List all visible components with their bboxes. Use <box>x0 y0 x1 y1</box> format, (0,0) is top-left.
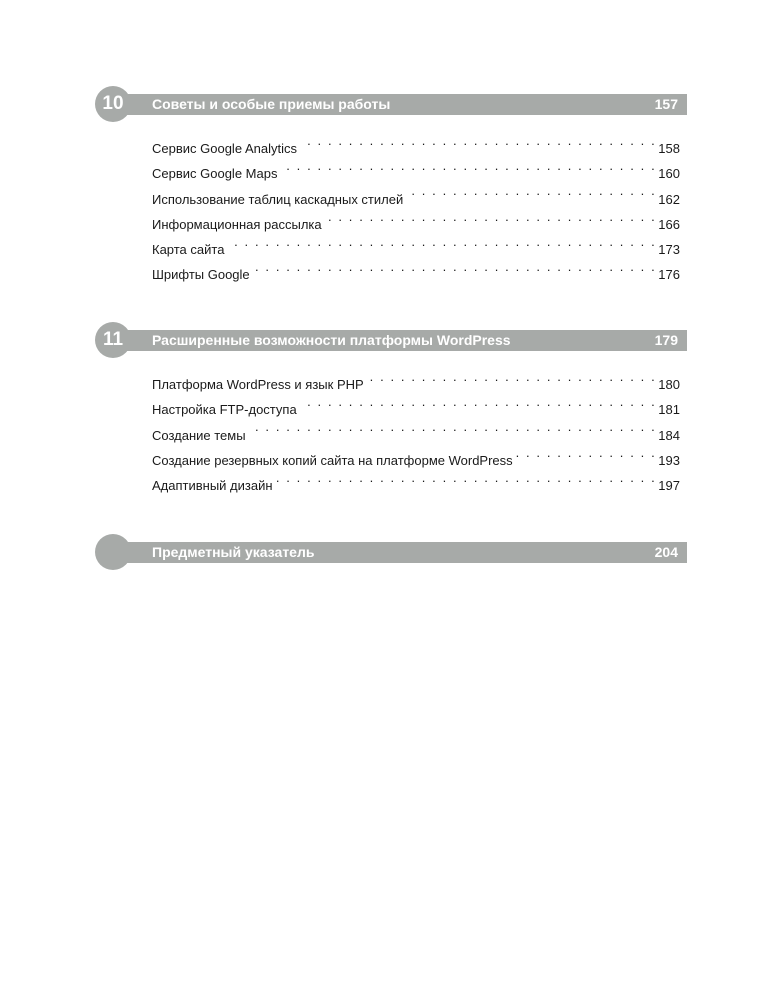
dot-leader <box>280 153 656 178</box>
chapter-page-number: 204 <box>654 544 678 560</box>
dot-leader <box>300 128 656 153</box>
dot-leader <box>253 254 657 279</box>
dot-leader <box>516 440 657 465</box>
toc-entry-label: Настройка FTP-доступа <box>152 402 297 418</box>
chapter-title: Предметный указатель <box>152 544 315 560</box>
chapter-header <box>95 534 687 570</box>
toc-entry-page: 160 <box>658 166 680 182</box>
toc-entry-page: 193 <box>658 452 680 468</box>
toc-entry-page: 162 <box>658 191 680 207</box>
toc-entry-list <box>95 128 687 283</box>
chapter-page-number: 179 <box>654 332 678 348</box>
toc-entry-label: Использование таблиц каскадных стилей <box>152 191 404 207</box>
toc-entry-label: Сервис Google Analytics <box>152 141 297 157</box>
toc-entry-label: Информационная рассылка <box>152 216 322 232</box>
dot-leader <box>325 204 657 229</box>
toc-entry-page: 197 <box>658 477 680 493</box>
toc-entry-label: Создание резервных копий сайта на платформе WordPress <box>152 452 513 468</box>
toc-entry-page: 181 <box>658 402 680 418</box>
dot-leader <box>276 465 657 490</box>
dot-leader <box>367 364 657 389</box>
toc-entry-page: 166 <box>658 216 680 232</box>
toc-entry-label: Карта сайта <box>152 241 225 257</box>
toc-entry-page: 158 <box>658 141 680 157</box>
toc-entry-label: Сервис Google Maps <box>152 166 278 182</box>
toc-entry-label: Создание темы <box>152 427 246 443</box>
dot-leader <box>300 389 657 414</box>
toc-entry-label: Платформа WordPress и язык PHP <box>152 377 364 393</box>
chapter-title: Советы и особые приемы работы <box>152 96 391 112</box>
toc-entry <box>152 229 680 257</box>
toc-entry-page: 184 <box>658 427 680 443</box>
toc-entry-page: 173 <box>658 241 680 257</box>
dot-leader <box>227 229 656 254</box>
chapter-header <box>95 322 687 358</box>
chapter-number-badge <box>95 322 131 358</box>
toc-entry-page: 176 <box>658 267 680 283</box>
toc-entry-page: 180 <box>658 377 680 393</box>
chapter-11 <box>95 322 687 493</box>
chapter-page-number: 157 <box>654 96 678 112</box>
toc-entry <box>152 364 680 393</box>
chapter-number-badge <box>95 534 131 570</box>
chapter-number: 11 <box>102 329 124 350</box>
chapter-title: Расширенные возможности платформы WordPress <box>152 332 511 348</box>
toc-entry <box>152 128 680 157</box>
dot-leader <box>406 178 656 203</box>
chapter-header <box>95 86 687 122</box>
chapter-10 <box>95 86 687 283</box>
toc-entry-list <box>95 364 687 493</box>
index-section <box>95 534 687 570</box>
dot-leader <box>249 414 657 439</box>
toc-entry <box>152 254 680 283</box>
chapter-number: 10 <box>102 93 124 114</box>
toc-entry-label: Адаптивный дизайн <box>152 477 273 493</box>
chapter-number-badge <box>95 86 131 122</box>
toc-entry-label: Шрифты Google <box>152 267 250 283</box>
